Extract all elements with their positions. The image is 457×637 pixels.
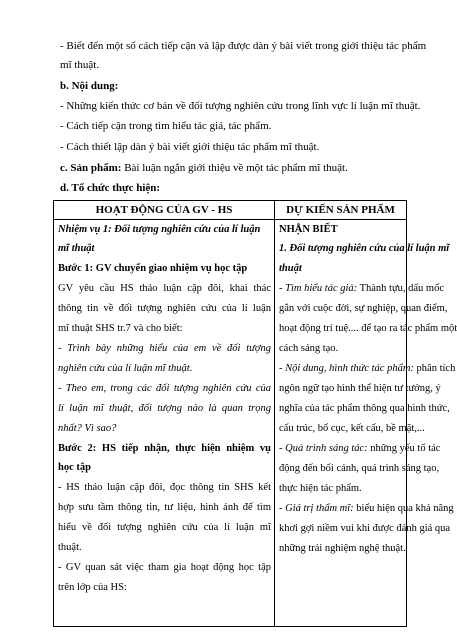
content-form-point: cấu trúc, bố cục, kết cấu, bề mặt,...	[279, 423, 425, 434]
author-point: cách sáng tạo.	[279, 343, 339, 354]
step-2-text: thuật.	[58, 542, 82, 553]
section-recognition: NHẬN BIẾT	[279, 224, 338, 235]
aesthetic-value-point: khơi gợi niềm vui khi được đánh giá qua	[279, 523, 451, 534]
step-1-text: GV yêu cầu HS thảo luận cặp đôi, khai thác	[58, 283, 271, 294]
step-1-text: thông tin về đối tượng nghiên cứu của lí luận	[58, 303, 271, 314]
product-text: Bài luận ngắn giới thiệu về một tác phẩm mĩ thuật.	[121, 162, 348, 174]
step-2-title: Bước 2: HS tiếp nhận, thực hiện nhiệm vụ	[58, 443, 271, 454]
question-1: nghiên cứu của lí luận mĩ thuật.	[58, 363, 193, 374]
step-1-text: mĩ thuật SHS tr.7 và cho biết:	[58, 323, 183, 334]
task-title: mĩ thuật	[58, 243, 95, 254]
step-2-text: hiểu về đối tượng nghiên cứu của lí luận mĩ	[58, 522, 271, 533]
header-expected-products: DỰ KIẾN SẢN PHẨM	[275, 201, 407, 220]
author-point: - Tìm hiểu tác giả: Thành tựu, dấu mốc	[279, 283, 445, 294]
step-1-title: Bước 1: GV chuyển giao nhiệm vụ học tập	[58, 263, 248, 274]
question-2: nhất? Vì sao?	[58, 423, 117, 434]
products-cell	[275, 220, 457, 627]
aesthetic-value-point: những trải nghiệm nghệ thuật.	[279, 543, 406, 554]
content-form-point: ngôn ngữ tạo hình thể hiện tư tưởng, ý	[279, 383, 441, 394]
section-d-heading: d. Tổ chức thực hiện:	[60, 182, 161, 194]
activities-cell	[54, 220, 275, 627]
goal-line: - Biết đến một số cách tiếp cận và lập được dàn ý bài viết trong giới thiệu tác phẩm	[60, 40, 427, 52]
content-item: - Những kiến thức cơ bản về đối tượng nghiên cứu trong lĩnh vực lí luận mĩ thuật.	[60, 100, 421, 112]
question-2: - Theo em, trong các đối tượng nghiên cứu của	[58, 383, 271, 394]
aesthetic-value-point: - Giá trị thẩm mĩ: biểu hiện qua khả năng	[279, 503, 454, 514]
content-form-label: - Nội dung, hình thức tác phẩm:	[279, 363, 414, 374]
creation-process-point: động đến bối cảnh, quá trình sáng tạo,	[279, 463, 440, 474]
step-2-gv-text: - GV quan sát việc tham gia hoạt động học tập	[58, 562, 271, 573]
author-label: - Tìm hiểu tác giả:	[279, 283, 358, 294]
aesthetic-value-label: - Giá trị thẩm mĩ:	[279, 503, 354, 514]
step-2-gv-text: trên lớp của HS:	[58, 582, 127, 593]
step-2-text: - HS thảo luận cặp đôi, đọc thông tin SHS kết	[58, 482, 271, 493]
content-item: - Cách thiết lập dàn ý bài viết giới thiệu tác phẩm mĩ thuật.	[60, 141, 320, 153]
header-activities: HOẠT ĐỘNG CỦA GV - HS	[54, 201, 275, 220]
content-form-point: nghĩa của tác phẩm thông qua hình thức,	[279, 403, 450, 414]
product-line	[60, 161, 348, 175]
activity-table	[53, 200, 457, 627]
product-title: 1. Đối tượng nghiên cứu của lí luận mĩ	[279, 243, 450, 254]
author-point: hoạt động trí tuệ.... để tạo ra tác phẩm một	[279, 323, 457, 334]
content-form-point: - Nội dung, hình thức tác phẩm: phân tích	[279, 363, 456, 374]
step-2-text: hợp sưu tầm thông tin, tư liệu, hình ảnh để tìm	[58, 502, 271, 513]
content-item: - Cách tiếp cận trong tìm hiểu tác giả, tác phẩm.	[60, 120, 272, 132]
step-2-title: học tập	[58, 462, 91, 473]
product-title: thuật	[279, 263, 302, 274]
task-title: Nhiệm vụ 1: Đối tượng nghiên cứu của lí luận	[58, 224, 261, 235]
author-point: gắn với cuộc đời, sự nghiệp, quan điểm,	[279, 303, 448, 314]
goal-line: mĩ thuật.	[60, 59, 100, 71]
creation-process-label: - Quá trình sáng tác:	[279, 443, 368, 454]
creation-process-point: thực hiện tác phẩm.	[279, 483, 362, 494]
question-2: lí luận mĩ thuật, đối tượng nào là quan trọng	[58, 403, 271, 414]
creation-process-point: - Quá trình sáng tác: những yếu tố tác	[279, 443, 441, 454]
product-label: c. Sản phẩm:	[60, 162, 122, 174]
section-b-heading: b. Nội dung:	[60, 80, 119, 92]
question-1: - Trình bày những hiểu của em về đối tượng	[58, 343, 271, 354]
